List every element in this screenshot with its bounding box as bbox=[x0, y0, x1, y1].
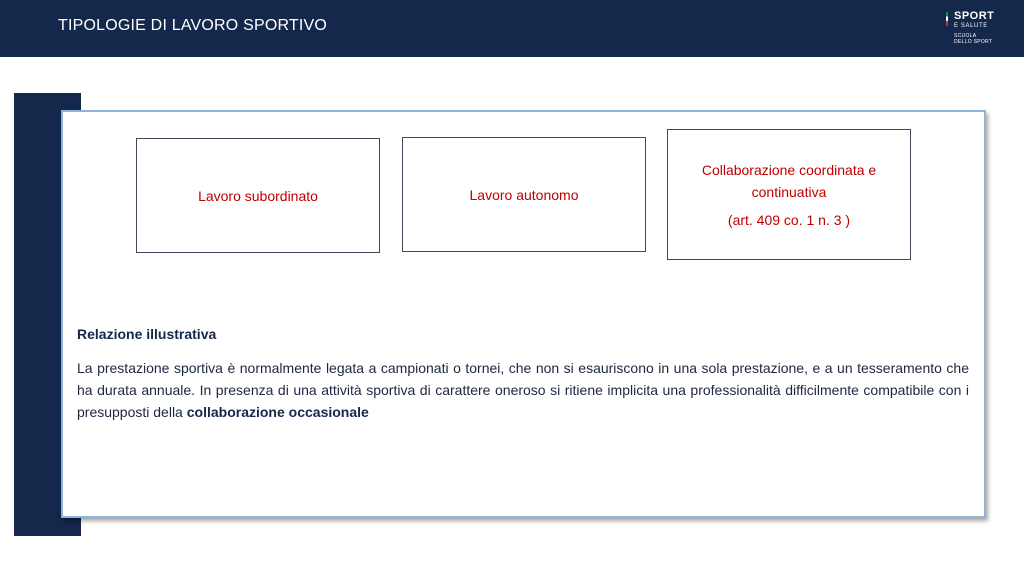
logo-text-dello-sport: DELLO SPORT bbox=[954, 39, 993, 45]
sport-e-salute-logo bbox=[946, 10, 1012, 50]
box-lavoro-subordinato bbox=[136, 138, 380, 253]
logo-text-salute: E SALUTE bbox=[954, 23, 988, 29]
relazione-title: Relazione illustrativa bbox=[77, 326, 217, 342]
box-label: Lavoro autonomo bbox=[469, 186, 579, 203]
box-subtitle: (art. 409 co. 1 n. 3 ) bbox=[727, 211, 851, 228]
box-collaborazione-coordinata bbox=[667, 129, 911, 260]
logo-text-sport: SPORT bbox=[954, 10, 995, 22]
header-bar bbox=[0, 0, 1024, 57]
relazione-emphasis: collaborazione occasionale bbox=[186, 404, 369, 420]
logo-text-scuola: SCUOLA bbox=[954, 33, 977, 39]
box-lavoro-autonomo bbox=[402, 137, 646, 252]
page-title: TIPOLOGIE DI LAVORO SPORTIVO bbox=[58, 17, 328, 34]
logo-flag-bar bbox=[946, 12, 948, 26]
relazione-text: La prestazione sportiva è normalmente legata a campionati o tornei, che non si esauriscono in una sola prestazione, e a un tesseramento che ha durata annuale. In presenza di una attività sportiva di carattere oneroso si ritiene implicita una professionalità difficilmente compatibile con i presupposti della bbox=[77, 360, 969, 420]
relazione-body bbox=[77, 357, 969, 423]
box-label: Collaborazione coordinata e continuativa bbox=[701, 161, 877, 200]
box-label: Lavoro subordinato bbox=[198, 187, 318, 204]
